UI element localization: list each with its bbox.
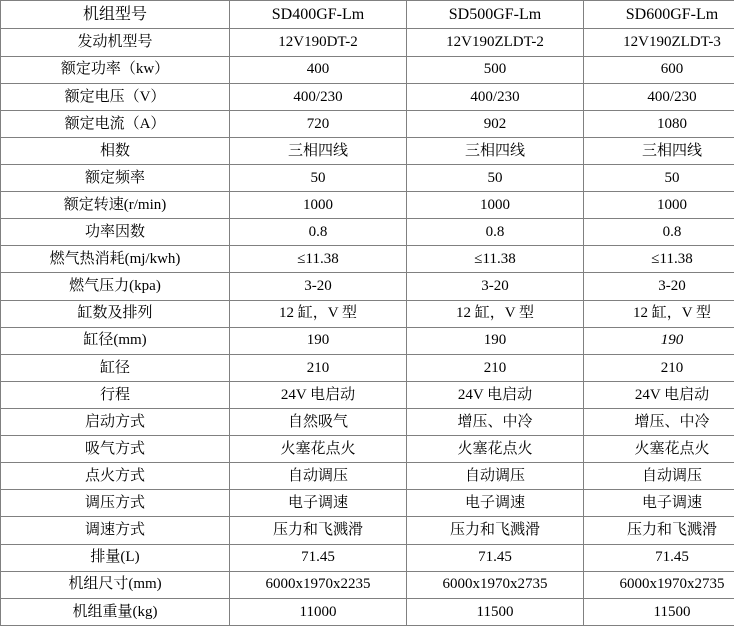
row-value: ≤11.38: [230, 246, 407, 273]
row-value: 三相四线: [584, 137, 734, 164]
table-body: [1, 1, 734, 626]
row-label: 机组重量(kg): [1, 598, 230, 625]
row-label: 调速方式: [1, 517, 230, 544]
row-value: 400/230: [230, 83, 407, 110]
row-value: 自动调压: [407, 463, 584, 490]
row-label: 额定电压（V）: [1, 83, 230, 110]
table-row: [1, 29, 734, 56]
table-row: [1, 571, 734, 598]
table-row: [1, 409, 734, 436]
row-value: ≤11.38: [407, 246, 584, 273]
row-value: 3-20: [407, 273, 584, 300]
row-value: 210: [407, 354, 584, 381]
row-value: 12V190ZLDT-2: [407, 29, 584, 56]
table-row: [1, 354, 734, 381]
row-value: 12 缸，V 型: [584, 300, 734, 327]
row-value: 190: [584, 327, 734, 354]
table-row: [1, 273, 734, 300]
row-value: 24V 电启动: [407, 381, 584, 408]
row-value: 71.45: [407, 544, 584, 571]
row-label: 点火方式: [1, 463, 230, 490]
table-header-row: [1, 1, 734, 29]
table-row: [1, 300, 734, 327]
row-value: 12 缸，V 型: [230, 300, 407, 327]
row-value: 210: [230, 354, 407, 381]
row-value: 50: [584, 165, 734, 192]
row-value: 电子调速: [230, 490, 407, 517]
table-row: [1, 192, 734, 219]
row-value: 火塞花点火: [407, 436, 584, 463]
row-value: 1000: [407, 192, 584, 219]
row-label: 额定功率（kw）: [1, 56, 230, 83]
table-row: [1, 110, 734, 137]
row-value: 902: [407, 110, 584, 137]
row-value: 210: [584, 354, 734, 381]
table-row: [1, 219, 734, 246]
column-header-sd500: SD500GF-Lm: [407, 1, 584, 29]
row-value: 增压、中冷: [407, 409, 584, 436]
row-label: 缸数及排列: [1, 300, 230, 327]
row-value: 50: [230, 165, 407, 192]
row-label: 燃气压力(kpa): [1, 273, 230, 300]
row-value: 6000x1970x2735: [584, 571, 734, 598]
row-value: 1080: [584, 110, 734, 137]
table-row: [1, 83, 734, 110]
table-row: [1, 246, 734, 273]
table-row: [1, 165, 734, 192]
row-value: 三相四线: [230, 137, 407, 164]
row-label: 发动机型号: [1, 29, 230, 56]
row-value: 3-20: [230, 273, 407, 300]
row-value: 12V190ZLDT-3: [584, 29, 734, 56]
row-value: 6000x1970x2235: [230, 571, 407, 598]
table-row: [1, 544, 734, 571]
row-value: 71.45: [584, 544, 734, 571]
table-row: [1, 327, 734, 354]
row-value: 三相四线: [407, 137, 584, 164]
row-label: 行程: [1, 381, 230, 408]
row-value: 电子调速: [407, 490, 584, 517]
row-value: 11000: [230, 598, 407, 625]
table-row: [1, 490, 734, 517]
column-header-sd600: SD600GF-Lm: [584, 1, 734, 29]
row-value: 50: [407, 165, 584, 192]
row-value: 3-20: [584, 273, 734, 300]
row-label: 启动方式: [1, 409, 230, 436]
row-label: 额定转速(r/min): [1, 192, 230, 219]
row-value: 720: [230, 110, 407, 137]
row-value: 24V 电启动: [584, 381, 734, 408]
row-value: 12 缸，V 型: [407, 300, 584, 327]
row-value: 190: [407, 327, 584, 354]
row-value: ≤11.38: [584, 246, 734, 273]
table-row: [1, 436, 734, 463]
row-label: 相数: [1, 137, 230, 164]
table-row: [1, 137, 734, 164]
row-label: 缸径(mm): [1, 327, 230, 354]
row-label: 额定频率: [1, 165, 230, 192]
column-header-model-type: 机组型号: [1, 1, 230, 29]
row-value: 自然吸气: [230, 409, 407, 436]
row-value: 500: [407, 56, 584, 83]
row-value: 0.8: [407, 219, 584, 246]
row-value: 600: [584, 56, 734, 83]
table-row: [1, 56, 734, 83]
row-label: 额定电流（A）: [1, 110, 230, 137]
row-label: 调压方式: [1, 490, 230, 517]
row-value: 6000x1970x2735: [407, 571, 584, 598]
row-value: 1000: [230, 192, 407, 219]
row-value: 自动调压: [584, 463, 734, 490]
row-value: 压力和飞溅滑: [230, 517, 407, 544]
table-row: [1, 598, 734, 625]
row-label: 机组尺寸(mm): [1, 571, 230, 598]
row-value: 400: [230, 56, 407, 83]
row-value: 11500: [407, 598, 584, 625]
column-header-sd400: SD400GF-Lm: [230, 1, 407, 29]
row-label: 排量(L): [1, 544, 230, 571]
row-value: 火塞花点火: [584, 436, 734, 463]
table-row: [1, 463, 734, 490]
row-value: 压力和飞溅滑: [584, 517, 734, 544]
table-row: [1, 517, 734, 544]
row-value: 0.8: [584, 219, 734, 246]
row-value: 24V 电启动: [230, 381, 407, 408]
row-value: 压力和飞溅滑: [407, 517, 584, 544]
row-value: 电子调速: [584, 490, 734, 517]
row-value: 增压、中冷: [584, 409, 734, 436]
row-value: 11500: [584, 598, 734, 625]
row-label: 功率因数: [1, 219, 230, 246]
row-label: 缸径: [1, 354, 230, 381]
row-value: 400/230: [407, 83, 584, 110]
row-label: 吸气方式: [1, 436, 230, 463]
row-value: 0.8: [230, 219, 407, 246]
row-value: 自动调压: [230, 463, 407, 490]
row-label: 燃气热消耗(mj/kwh): [1, 246, 230, 273]
table-row: [1, 381, 734, 408]
row-value: 1000: [584, 192, 734, 219]
row-value: 12V190DT-2: [230, 29, 407, 56]
row-value: 火塞花点火: [230, 436, 407, 463]
row-value: 190: [230, 327, 407, 354]
row-value: 400/230: [584, 83, 734, 110]
row-value: 71.45: [230, 544, 407, 571]
